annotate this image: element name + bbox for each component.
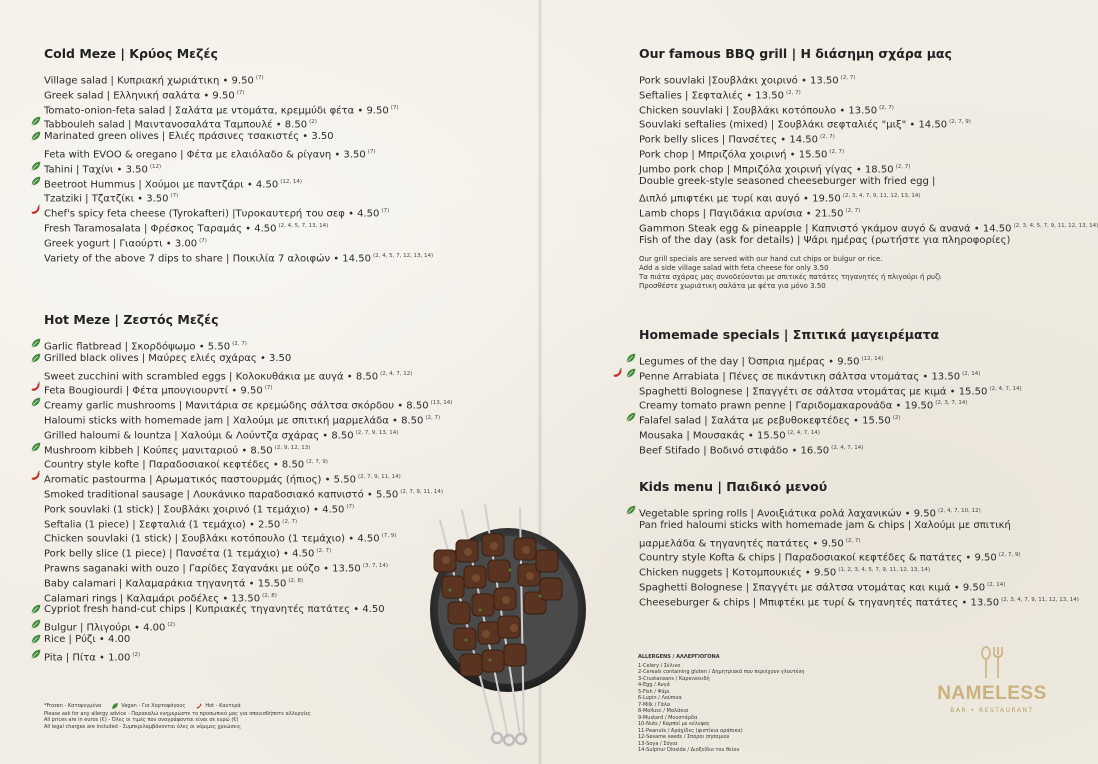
menu-item <box>639 145 1098 160</box>
menu-item <box>44 352 452 367</box>
specials-section <box>639 327 1022 456</box>
item-name: Calamari rings | Καλαμάρι ροδέλες • 13.50 <box>44 592 261 604</box>
menu-item <box>44 544 452 559</box>
item-name: Creamy tomato prawn penne | Γαριδομακαρονάδα • 19.50 <box>639 400 934 412</box>
allergen-codes: (2) <box>892 415 901 422</box>
item-name: Pork belly slice (1 piece) | Πανσέτα (1 τεμάχιο) • 4.50 <box>44 548 315 560</box>
menu-item <box>44 648 452 663</box>
item-name: Greek yogurt | Γιαούρτι • 3.00 <box>44 238 198 250</box>
item-name: Tomato-onion-feta salad | Σαλάτα με ντομάτα, κρεμμύδι φέτα • 9.50 <box>44 104 389 116</box>
item-name: Prawns saganaki with ouzo | Γαρίδες Σαγανάκι με ούζο • 13.50 <box>44 563 361 575</box>
item-name: Village salad | Κυπριακή χωριάτικη • 9.50 <box>44 75 254 87</box>
allergen-codes: (7) <box>264 385 273 392</box>
key-vegan-group <box>111 702 185 710</box>
fork-spoon-icon <box>979 645 1005 679</box>
item-name: Tahini | Ταχίνι • 3.50 <box>44 164 148 176</box>
left-footer-note <box>44 702 311 730</box>
allergen-lines <box>638 663 804 754</box>
allergen-codes: (2, 7, 9) <box>949 119 971 126</box>
item-name: Garlic flatbread | Σκορδόψωμο • 5.50 <box>44 341 231 353</box>
menu-item <box>44 381 452 396</box>
allergen-entry: 13-Soya / Σόγια <box>638 740 678 747</box>
menu-item <box>44 603 452 618</box>
item-name: Tabbouleh salad | Μαιντανοσαλάτα Ταμπουλέ • 8.50 <box>44 119 308 131</box>
allergen-codes: (3, 7, 14) <box>362 562 389 569</box>
chili-pepper-icon <box>195 702 203 710</box>
kids-item-line2 <box>639 534 1079 549</box>
bbq-section <box>639 46 1098 291</box>
menu-item <box>639 426 1022 441</box>
menu-item <box>44 559 452 574</box>
chili-pepper-icon <box>612 367 626 381</box>
allergen-codes: (7) <box>390 104 399 111</box>
menu-item <box>44 574 452 589</box>
allergen-codes: (2) <box>167 622 176 629</box>
vegan-leaf-icon <box>30 175 44 189</box>
item-name: Sweet zucchini with scrambled eggs | Κολοκυθάκια με αυγά • 8.50 <box>44 370 379 382</box>
item-name: Pork souvlaki |Σουβλάκι χοιρινό • 13.50 <box>639 75 839 87</box>
item-name: Pan fried haloumi sticks with homemade jam & chips | Χαλούμι με σπιτική <box>639 519 1011 531</box>
bbq-cheeseburger-line2 <box>639 189 1098 204</box>
cold-meze-title: Cold Meze | Κρύος Μεζές <box>44 46 218 61</box>
item-name: Feta Bougiourdi | Φέτα μπουγιουρντί • 9.50 <box>44 385 263 397</box>
allergen-codes: (2, 7) <box>282 518 298 525</box>
allergen-entry: 4-Egg / Αυγά <box>638 682 670 688</box>
menu-item <box>639 86 1098 101</box>
item-name: Pita | Πίτα • 1.00 <box>44 652 131 664</box>
souvlaki-plate-image <box>420 500 590 750</box>
menu-item <box>44 86 433 101</box>
vegan-leaf-icon <box>30 396 44 410</box>
kids-item <box>639 578 1079 593</box>
menu-item <box>44 189 433 204</box>
item-name: Διπλό μπιφτέκι με τυρί και αυγό • 19.50 <box>639 193 841 205</box>
kids-item <box>639 504 1079 519</box>
kids-item <box>639 593 1079 608</box>
item-name: Seftalies | Σεφταλιές • 13.50 <box>639 90 784 102</box>
allergen-codes: (12, 14) <box>861 356 884 362</box>
menu-item <box>44 411 452 426</box>
allergen-codes: (2, 3, 4, 5, 7, 9, 11, 12, 13, 14) <box>1013 222 1098 229</box>
vegan-leaf-icon <box>30 130 44 144</box>
item-name: Variety of the above 7 dips to share | Ποικιλία 7 αλοιφών • 14.50 <box>44 252 371 264</box>
bbq-note: Add a side village salad with feta cheese for only 3.50 <box>639 263 829 272</box>
bbq-list <box>639 71 1098 175</box>
menu-item <box>639 204 1098 219</box>
item-name: Jumbo pork chop | Μπριζόλα χοιρινή γίγας • 18.50 <box>639 164 894 176</box>
key-hot-group <box>195 702 240 710</box>
chili-pepper-icon <box>30 204 44 218</box>
item-name: Spaghetti Bolognese | Σπαγγέτι σε σάλτσα ντομάτας με κιμά • 15.50 <box>639 385 988 397</box>
allergen-codes: (2, 7) <box>785 89 801 96</box>
allergen-codes: (2, 4, 7, 14) <box>787 429 820 436</box>
allergen-codes: (12) <box>149 163 162 170</box>
allergen-entry: 6-Lupin / Λούπινα <box>638 695 682 701</box>
allergen-entry: 9-Mustard / Μουστάρδα <box>638 714 698 721</box>
menu-item <box>639 367 1022 382</box>
allergen-codes: (2, 4, 7, 12) <box>380 370 413 377</box>
menu-item <box>44 515 452 530</box>
allergen-codes: (2, 4, 5, 7, 13, 14) <box>278 222 329 229</box>
kids-item-line1 <box>639 519 1079 534</box>
menu-item <box>639 101 1098 116</box>
brand-name: NAMELESS <box>937 683 1047 704</box>
footer-line-allergy: Please ask for any allergy advice - Παρακαλώ ενημερώστε το προσωπικό μας για οποιεσδήποτε αλλεργίες <box>44 711 311 717</box>
allergen-entry: 8-Mollusc / Μαλάκια <box>638 708 689 714</box>
menu-item <box>44 145 433 160</box>
allergen-codes: (2, 7) <box>895 163 911 170</box>
menu-item <box>44 455 452 470</box>
allergen-entry: 2-Cereals containing gluten / Δημητριακά που περιέχουν γλουτένη <box>638 669 805 675</box>
allergen-codes: (2, 7) <box>820 134 835 141</box>
item-name: Double greek-style seasoned cheeseburger with fried egg | <box>639 175 936 187</box>
vegan-leaf-icon <box>30 633 44 647</box>
item-name: Chicken souvlaki | Σουβλάκι κοτόπουλο • 13.50 <box>639 104 878 116</box>
item-name: Greek salad | Ελληνική σαλάτα • 9.50 <box>44 90 235 102</box>
vegan-leaf-icon <box>30 603 44 617</box>
allergen-codes: (2, 4, 5, 7, 12, 13, 14) <box>372 252 434 259</box>
bbq-note: Τα πιάτα σχάρας μας συνοδεύονται με σπιτικές πατάτες τηγανητές ή πλιγούρι ή ρυζι <box>639 272 942 281</box>
menu-item <box>44 234 433 249</box>
kids-section <box>639 479 1079 608</box>
item-name: Feta with EVOO & oregano | Φέτα με ελαιόλαδο & ρίγανη • 3.50 <box>44 149 366 161</box>
allergen-entry: 14-Sulphur Dioxide / Διοξείδιο του θείου <box>638 747 740 753</box>
allergen-codes: (2, 4, 7, 14) <box>989 385 1022 392</box>
item-name: Haloumi sticks with homemade jam | Χαλούμι με σπιτική μαρμελάδα • 8.50 <box>44 415 424 427</box>
allergen-codes: (2, 4, 7, 14) <box>831 444 864 451</box>
item-name: Country style kofte | Παραδοσιακοί κεφτέδες • 8.50 <box>44 459 305 471</box>
allergen-codes: (2, 7) <box>829 148 845 155</box>
allergen-codes: (2, 7) <box>845 537 861 544</box>
menu-item <box>44 175 433 190</box>
menu-item <box>639 71 1098 86</box>
menu-item <box>639 160 1098 175</box>
item-name: Fresh Taramosalata | Φρέσκος Ταραμάς • 4.50 <box>44 223 277 235</box>
allergen-codes: (2, 9, 12, 13) <box>274 444 311 451</box>
allergen-codes: (2) <box>309 119 317 126</box>
allergen-codes: (2, 3, 4, 7, 9, 11, 12, 13, 14) <box>1001 596 1079 603</box>
allergen-codes: (2, 4, 7, 10, 12) <box>937 508 981 514</box>
allergen-legend-title: ALLERGENS / ΑΛΛΕΡΓΙΟΓΟΝΑ <box>638 654 720 660</box>
item-name: Smoked traditional sausage | Λουκάνικο παραδοσιακό καπνιστό • 5.50 <box>44 489 399 501</box>
item-name: Cheeseburger & chips | Μπιφτέκι με τυρί & τηγανητές πατάτες • 13.50 <box>639 597 1000 609</box>
menu-item <box>639 411 1022 426</box>
vegan-leaf-icon <box>30 115 44 129</box>
allergen-codes: (2, 7, 9, 11, 14) <box>357 474 401 481</box>
item-name: Aromatic pastourma | Αρωματικός παστουρμάς (ήπιος) • 5.50 <box>44 474 356 486</box>
menu-item <box>44 485 452 500</box>
menu-item <box>44 500 452 515</box>
allergen-entry: 11-Peanuts / Αράχίδες (φιστίκια αράπικα) <box>638 727 743 734</box>
menu-item <box>44 204 433 219</box>
allergen-codes: (7) <box>199 237 207 244</box>
menu-item <box>44 618 452 633</box>
vegan-leaf-icon <box>625 367 639 381</box>
allergen-codes: (2, 7) <box>845 208 861 215</box>
allergen-codes: (1, 2, 3, 4, 5, 7, 9, 11, 12, 13, 14) <box>838 567 931 574</box>
item-name: Chicken souvlaki (1 stick) | Σουβλάκι κοτόπουλο (1 τεμάχιο) • 4.50 <box>44 533 380 545</box>
specials-title: Homemade specials | Σπιτικά μαγειρέματα <box>639 327 940 342</box>
item-name: Cypriot fresh hand-cut chips | Κυπριακές τηγανητές πατάτες • 4.50 <box>44 604 385 616</box>
chili-pepper-icon <box>30 470 44 484</box>
item-name: Creamy garlic mushrooms | Μανιτάρια σε κρεμώδης σάλτσα σκόρδου • 8.50 <box>44 400 429 412</box>
menu-item <box>44 101 433 116</box>
bbq-note: Our grill specials are served with our hand cut chips or bulgur or rice. <box>639 254 883 263</box>
vegan-leaf-icon <box>625 504 639 518</box>
menu-item <box>44 529 452 544</box>
item-name: Pork souvlaki (1 stick) | Σουβλάκι χοιρινό (1 τεμάχιο) • 4.50 <box>44 504 345 516</box>
menu-item <box>639 234 1098 249</box>
vegan-leaf-icon <box>30 648 44 662</box>
menu-item <box>639 115 1098 130</box>
allergen-codes: (7) <box>255 75 264 81</box>
menu-item <box>44 396 452 411</box>
item-name: Legumes of the day | Όσπρια ημέρας • 9.50 <box>639 356 860 368</box>
menu-item <box>639 130 1098 145</box>
allergen-codes: (2, 8) <box>262 592 277 599</box>
item-name: Pork chop | Μπριζόλα χοιρινή • 15.50 <box>639 149 828 161</box>
allergen-codes: (2, 7) <box>425 414 441 421</box>
footer-line-prices: All prices are in euros (€) - Όλες οι τιμές που αναγράφονται είναι σε ευρώ (€) <box>44 717 239 724</box>
allergen-entry: 5-Fish / Ψάρι <box>638 688 670 695</box>
allergen-codes: (2, 7) <box>232 341 247 347</box>
specials-list <box>639 352 1022 456</box>
item-name: Gammon Steak egg & pineapple | Καπνιστό γκάμον αυγό & ανανά • 14.50 <box>639 223 1012 235</box>
allergen-codes: (2, 7) <box>879 104 894 111</box>
kids-list <box>639 548 1079 607</box>
vegan-leaf-icon <box>30 352 44 366</box>
allergen-codes: (7) <box>346 503 355 510</box>
allergen-legend <box>638 654 804 754</box>
allergen-entry: 7-Milk / Γάλα <box>638 701 671 708</box>
menu-item <box>44 633 452 648</box>
allergen-codes: (7) <box>381 208 390 215</box>
key-vegan: Vegan - Για Χορτοφάγους <box>121 702 186 709</box>
allergen-codes: (2, 7) <box>316 548 332 555</box>
menu-item <box>639 382 1022 397</box>
menu-item <box>639 396 1022 411</box>
menu-item <box>44 426 452 441</box>
cold-meze-list <box>44 71 433 263</box>
menu-item <box>44 130 433 145</box>
kids-title: Kids menu | Παιδικό μενού <box>639 479 828 494</box>
allergen-codes: (13, 14) <box>430 400 453 407</box>
allergen-codes: (2, 14) <box>987 581 1006 588</box>
allergen-codes: (2, 3, 7, 14) <box>935 400 968 407</box>
allergen-codes: (7, 9) <box>381 533 397 540</box>
menu-item <box>639 352 1022 367</box>
allergen-codes: (2, 7, 9) <box>998 552 1021 559</box>
vegan-leaf-icon <box>30 337 44 351</box>
allergen-entry: 3-Crustaceans / Καρκινοειδή <box>638 675 710 682</box>
item-name: Chicken nuggets | Κοτομπουκιές • 9.50 <box>639 567 837 579</box>
allergen-codes: (2, 8) <box>288 577 304 584</box>
vegan-leaf-icon <box>625 411 639 425</box>
vegan-leaf-icon <box>30 618 44 632</box>
allergen-entry: 1-Celery / Σέλινο <box>638 662 681 669</box>
menu-item <box>44 160 433 175</box>
menu-item <box>44 470 452 485</box>
item-name: Rice | Ρύζι • 4.00 <box>44 633 131 645</box>
allergen-entry: 10-Nuts / Καρποί με κέλυφος <box>638 721 710 727</box>
allergen-entry: 12-Sesame seeds / Σπόροι σησαμιού <box>638 734 730 740</box>
bbq-title: Our famous BBQ grill | Η διάσημη σχάρα μας <box>639 46 952 61</box>
allergen-codes: (7) <box>236 89 245 96</box>
menu-item <box>44 441 452 456</box>
hot-meze-list <box>44 337 452 663</box>
item-name: Mushroom kibbeh | Κούπες μανιταριού • 8.50 <box>44 444 273 456</box>
allergen-codes: (2, 14) <box>962 370 981 377</box>
vegan-leaf-icon <box>111 702 119 710</box>
key-frozen: *Frozen - Κατεψυγμένα <box>44 702 102 709</box>
allergen-codes: (12, 14) <box>280 178 302 185</box>
item-name: Grilled haloumi & lountza | Χαλούμι & Λούντζα σχάρας • 8.50 <box>44 430 354 442</box>
hot-meze-title: Hot Meze | Ζεστός Μεζές <box>44 312 219 327</box>
hot-meze-section <box>44 312 452 663</box>
kids-item <box>639 563 1079 578</box>
allergen-codes: (7) <box>170 193 179 200</box>
menu-item <box>44 115 433 130</box>
chili-pepper-icon <box>30 381 44 395</box>
cold-meze-section <box>44 46 433 263</box>
kids-item <box>639 548 1079 563</box>
item-name: Lamb chops | Παγιδάκια αρνίσια • 21.50 <box>639 208 844 220</box>
item-name: Fish of the day (ask for details) | Ψάρι ημέρας (ρωτήστε για πληροφορίες) <box>639 234 1011 246</box>
item-name: Mousaka | Μουσακάς • 15.50 <box>639 430 786 442</box>
bbq-notes <box>639 255 1098 292</box>
menu-item <box>639 441 1022 456</box>
bbq-cheeseburger-line1 <box>639 175 1098 190</box>
vegan-leaf-icon <box>30 441 44 455</box>
allergen-codes: (2, 3, 4, 7, 9, 11, 12, 13, 14) <box>842 193 921 200</box>
item-name: Grilled black olives | Μαύρες ελιές σχάρας • 3.50 <box>44 352 292 364</box>
item-name: Spaghetti Bolognese | Σπαγγέτι με σάλτσα ντομάτας και κιμά • 9.50 <box>639 582 986 594</box>
item-name: μαρμελάδα & τηγανητές πατάτες • 9.50 <box>639 537 844 549</box>
item-name: Bulgur | Πλιγούρι • 4.00 <box>44 622 166 634</box>
menu-item <box>44 337 452 352</box>
item-name: Beetroot Hummus | Χούμοι με παντζάρι • 4.50 <box>44 178 279 190</box>
footer-line-charges: All legal charges are included - Συμπεριλαμβάνονται όλες οι νόμιμες χρεώσεις <box>44 723 241 730</box>
allergen-codes: (2, 7, 9, 11, 14) <box>400 488 444 495</box>
allergen-codes: (2, 7, 9) <box>306 459 328 466</box>
menu-item <box>44 71 433 86</box>
allergen-codes: (2) <box>132 651 141 658</box>
restaurant-logo <box>932 645 1052 714</box>
item-name: Beef Stifado | Βοδινό στιφάδο • 16.50 <box>639 445 830 457</box>
allergen-codes: (7) <box>367 148 376 155</box>
item-name: Vegetable spring rolls | Ανοιξιάτικα ρολά λαχανικών • 9.50 <box>639 508 936 520</box>
item-name: Seftalia (1 piece) | Σεφταλιά (1 τεμάχιο) • 2.50 <box>44 518 281 530</box>
bbq-list-continued <box>639 204 1098 248</box>
brand-subtitle: BAR • RESTAURANT <box>950 707 1034 714</box>
mark-key <box>44 702 311 710</box>
vegan-leaf-icon <box>30 160 44 174</box>
item-name: Souvlaki seftalies (mixed) | Σουβλάκι σεφταλιές "μιξ" • 14.50 <box>639 119 948 131</box>
item-name: Baby calamari | Καλαμαράκια τηγανητά • 15.50 <box>44 578 287 590</box>
item-name: Falafel salad | Σαλάτα με ρεβυθοκεφτέδες • 15.50 <box>639 415 891 427</box>
menu-item <box>44 249 433 264</box>
item-name: Chef's spicy feta cheese (Tyrokafteri) |Τυροκαυτερή του σεφ • 4.50 <box>44 208 380 220</box>
menu-item <box>44 589 452 604</box>
key-hot: Hot - Καυτερά <box>205 702 241 709</box>
bbq-note: Προσθέστε χωριάτικη σαλάτα με φέτα για μόνο 3.50 <box>639 282 826 291</box>
item-name: Country style Kofta & chips | Παραδοσιακοί κεφτέδες & πατάτες • 9.50 <box>639 552 997 564</box>
item-name: Marinated green olives | Ελιές πράσινες τσακιστές • 3.50 <box>44 131 334 143</box>
item-name: Pork belly slices | Πανσέτες • 14.50 <box>639 134 818 146</box>
vegan-leaf-icon <box>625 352 639 366</box>
allergen-codes: (2, 7, 9, 13, 14) <box>355 429 399 436</box>
menu-item <box>639 219 1098 234</box>
menu-item <box>44 367 452 382</box>
item-name: Penne Arrabiata | Πένες σε πικάντικη σάλτσα ντομάτας • 13.50 <box>639 371 961 383</box>
menu-item <box>44 219 433 234</box>
allergen-codes: (2, 7) <box>840 75 856 81</box>
item-name: Tzatziki | Τζατζίκι • 3.50 <box>44 193 169 205</box>
